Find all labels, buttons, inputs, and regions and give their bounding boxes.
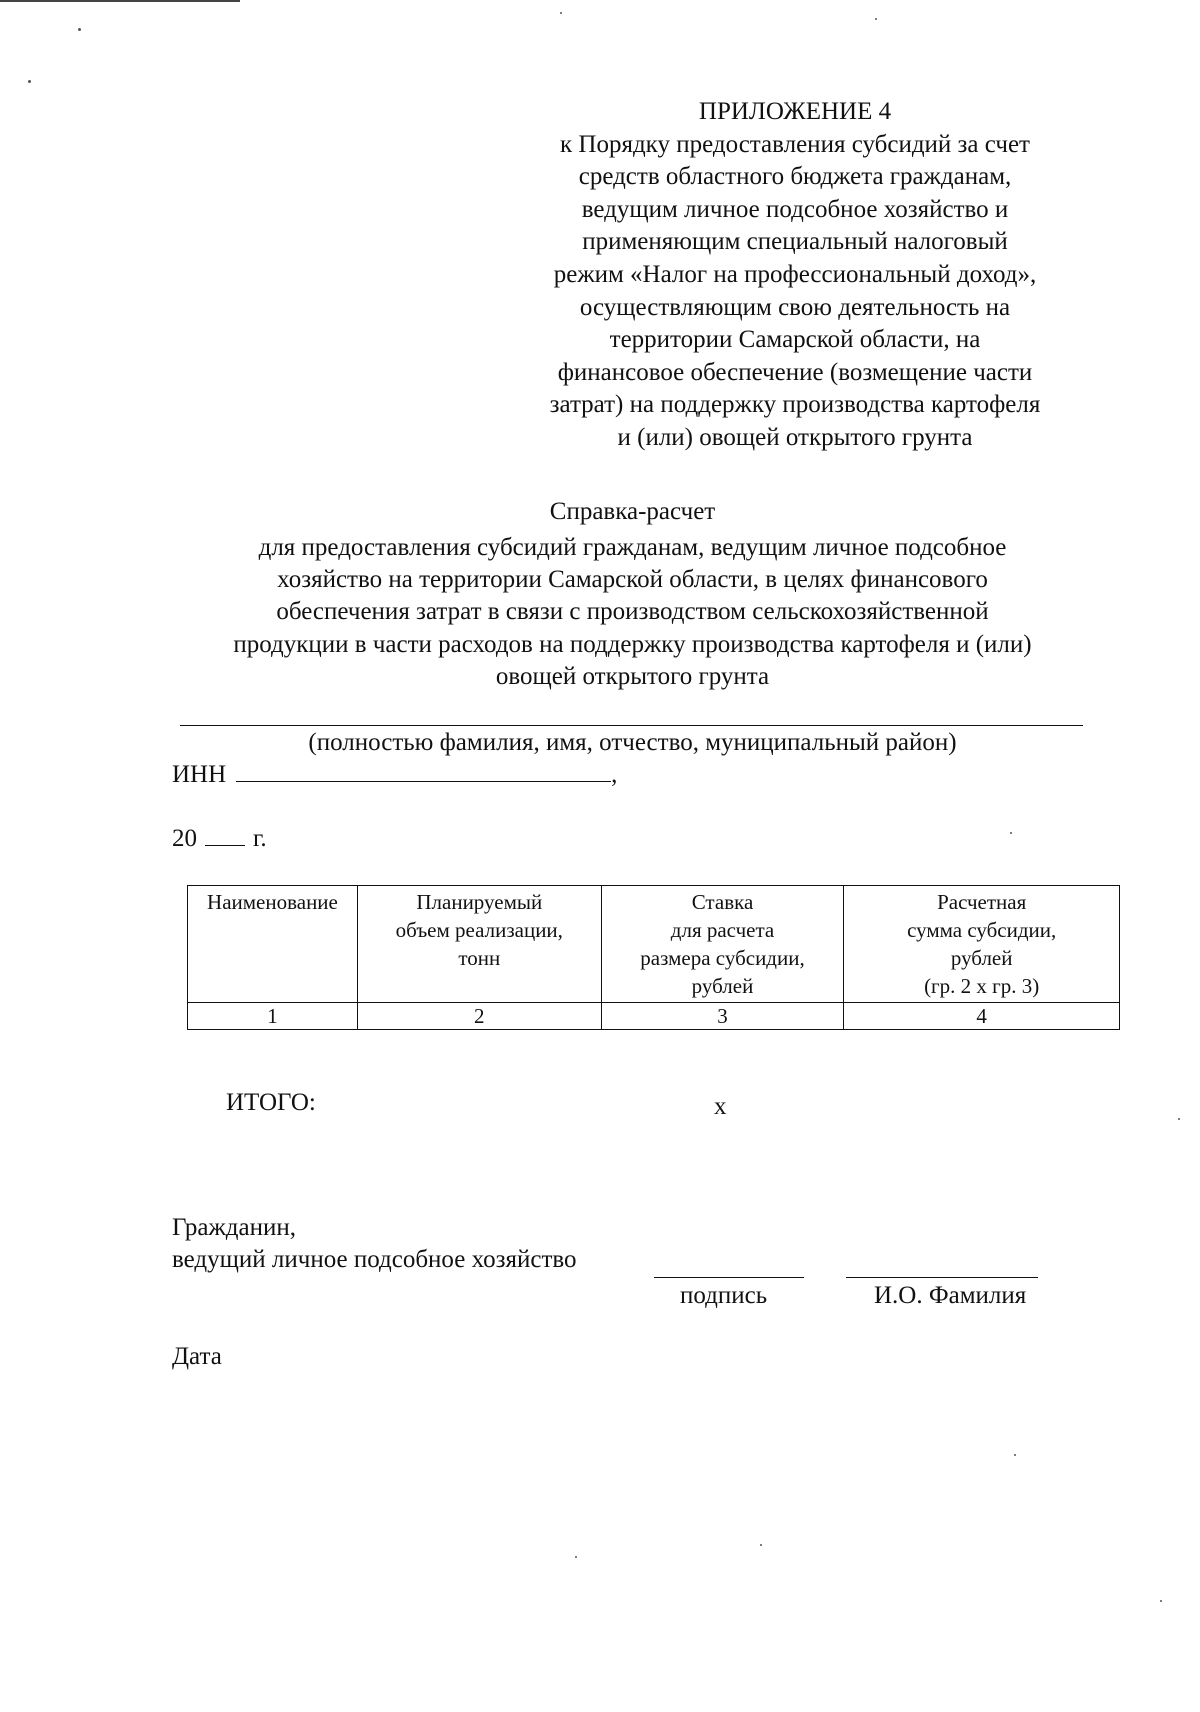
column-number: 1	[188, 1003, 358, 1030]
applicant-name-field[interactable]	[180, 725, 1083, 726]
header-line: Ставка	[691, 890, 754, 914]
scan-speck	[1010, 832, 1012, 834]
column-number: 2	[357, 1003, 601, 1030]
document-subtitle	[160, 532, 1105, 693]
applicant-name-caption: (полностью фамилия, имя, отчество, муниципальный район)	[308, 729, 957, 756]
scan-speck	[1178, 1118, 1180, 1120]
scan-speck	[760, 1544, 762, 1546]
column-number: 3	[601, 1003, 844, 1030]
scan-speck	[1014, 1454, 1016, 1456]
citizen-line: Гражданин,	[172, 1214, 296, 1241]
annex-line: применяющим специальный налоговый	[582, 228, 1008, 256]
annex-line: средств областного бюджета гражданам,	[578, 163, 1012, 191]
annex-line: к Порядку предоставления субсидий за счет	[560, 130, 1030, 158]
annex-header	[500, 96, 1090, 455]
scan-speck	[560, 12, 562, 14]
header-line: для расчета	[670, 918, 775, 942]
citizen-label	[172, 1212, 577, 1276]
document-title: Справка-расчет	[549, 498, 716, 525]
total-label: ИТОГО:	[226, 1089, 316, 1116]
column-header-amount	[844, 886, 1120, 1003]
name-initials-field[interactable]	[846, 1277, 1038, 1278]
inn-suffix: ,	[611, 761, 618, 788]
header-line: объем реализации,	[395, 918, 563, 942]
header-line: тонн	[458, 946, 501, 970]
header-line: сумма субсидии,	[907, 918, 1057, 942]
annex-line: режим «Налог на профессиональный доход»,	[553, 260, 1037, 288]
column-header-rate	[601, 886, 844, 1003]
scan-speck	[1160, 1600, 1162, 1602]
table-header-row	[188, 886, 1120, 1003]
subtitle-line: для предоставления субсидий гражданам, ведущим личное подсобное	[258, 534, 1007, 561]
table-column-number-row	[188, 1003, 1120, 1030]
scan-speck	[875, 18, 877, 20]
inn-label: ИНН	[172, 761, 227, 788]
annex-line: осуществляющим свою деятельность на	[579, 293, 1011, 321]
year-suffix: г.	[253, 825, 267, 852]
header-line: (гр. 2 х гр. 3)	[924, 974, 1040, 998]
annex-line: территории Самарской области, на	[609, 326, 981, 354]
scan-speck	[575, 1556, 577, 1558]
total-mark: х	[714, 1093, 727, 1120]
header-line: Планируемый	[416, 890, 543, 914]
subtitle-line: обеспечения затрат в связи с производством сельскохозяйственной	[276, 598, 989, 626]
column-header-name	[188, 886, 358, 1003]
header-line: размера субсидии,	[640, 946, 805, 970]
name-caption: И.О. Фамилия	[874, 1282, 1027, 1309]
column-header-volume	[357, 886, 601, 1003]
signature-field[interactable]	[654, 1277, 804, 1278]
annex-line: и (или) овощей открытого грунта	[617, 423, 973, 451]
subtitle-line: овощей открытого грунта	[495, 662, 770, 690]
date-label: Дата	[172, 1343, 222, 1370]
inn-field[interactable]	[236, 759, 611, 782]
header-line: рублей	[691, 974, 754, 998]
header-line: Наименование	[207, 890, 338, 914]
scan-speck	[78, 28, 81, 31]
citizen-line: ведущий личное подсобное хозяйство	[172, 1246, 577, 1273]
annex-line: ведущим личное подсобное хозяйство и	[581, 195, 1009, 223]
scan-edge-mark	[0, 0, 240, 2]
scan-speck	[28, 80, 31, 83]
annex-line: финансовое обеспечение (возмещение части	[557, 358, 1033, 386]
inn-row	[172, 759, 617, 791]
year-row	[172, 823, 267, 855]
header-line: рублей	[950, 946, 1013, 970]
header-line: Расчетная	[937, 890, 1027, 914]
year-prefix: 20	[172, 825, 197, 852]
subtitle-line: продукции в части расходов на поддержку производства картофеля и (или)	[233, 630, 1032, 658]
annex-line: затрат) на поддержку производства картофеля	[549, 391, 1041, 419]
signature-caption: подпись	[680, 1282, 768, 1309]
calculation-table	[187, 885, 1120, 1030]
subtitle-line: хозяйство на территории Самарской области, в целях финансового	[277, 566, 988, 594]
column-number: 4	[844, 1003, 1120, 1030]
year-field[interactable]	[205, 823, 245, 846]
annex-title: ПРИЛОЖЕНИЕ 4	[698, 98, 892, 125]
